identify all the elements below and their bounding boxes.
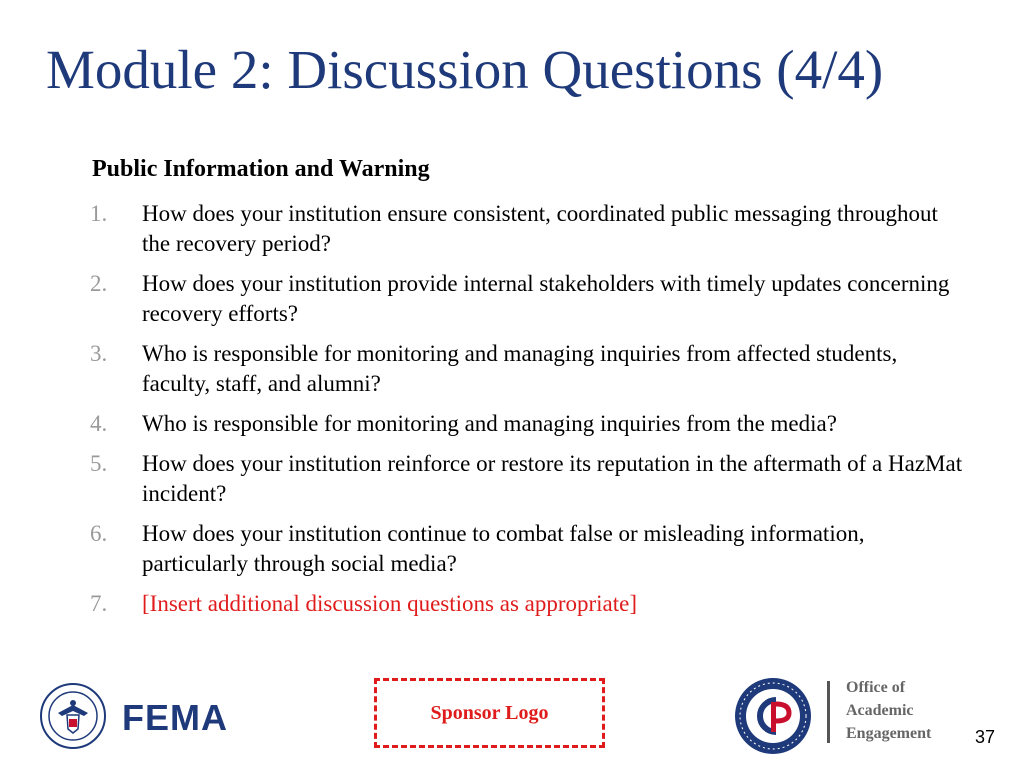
- office-of-academic-engagement-logo: [846, 676, 931, 745]
- fema-logo: FEMA: [122, 697, 228, 738]
- campus-resilience-program-logo-icon: [733, 676, 813, 756]
- section-heading: Public Information and Warning: [92, 156, 430, 182]
- question-number: 3.: [90, 341, 108, 366]
- page-number: 37: [975, 727, 996, 747]
- question-text: How does your institution reinforce or restore its reputation in the aftermath of a HazMat incident?: [142, 451, 963, 506]
- dhs-seal-icon: [40, 683, 106, 749]
- sponsor-logo-label: Sponsor Logo: [430, 701, 549, 724]
- logo-divider: [827, 681, 830, 743]
- oae-line: Academic: [846, 702, 914, 719]
- placeholder-question-text: [Insert additional discussion questions as appropriate]: [142, 591, 638, 616]
- sponsor-logo-placeholder: [374, 678, 605, 748]
- question-number: 4.: [90, 411, 108, 436]
- question-text: Who is responsible for monitoring and managing inquiries from affected students, faculty, staff, and alumni?: [142, 341, 898, 396]
- oae-line: Engagement: [846, 725, 932, 742]
- question-number: 5.: [90, 451, 108, 476]
- question-text: How does your institution ensure consistent, coordinated public messaging throughout the recovery period?: [142, 201, 938, 256]
- list-item: [90, 519, 970, 579]
- question-list: [90, 199, 970, 629]
- question-number: 7.: [90, 591, 108, 616]
- list-item: [90, 269, 970, 329]
- list-item: [90, 339, 970, 399]
- list-item: [90, 589, 970, 619]
- question-number: 6.: [90, 521, 108, 546]
- question-text: How does your institution provide internal stakeholders with timely updates concerning recovery efforts?: [142, 271, 950, 326]
- question-text: Who is responsible for monitoring and managing inquiries from the media?: [142, 411, 837, 436]
- list-item: [90, 409, 970, 439]
- question-text: How does your institution continue to combat false or misleading information, particularly through social media?: [142, 521, 865, 576]
- list-item: [90, 449, 970, 509]
- question-number: 1.: [90, 201, 108, 226]
- question-number: 2.: [90, 271, 108, 296]
- list-item: [90, 199, 970, 259]
- slide-title: Module 2: Discussion Questions (4/4): [46, 39, 884, 100]
- oae-line: Office of: [846, 679, 906, 696]
